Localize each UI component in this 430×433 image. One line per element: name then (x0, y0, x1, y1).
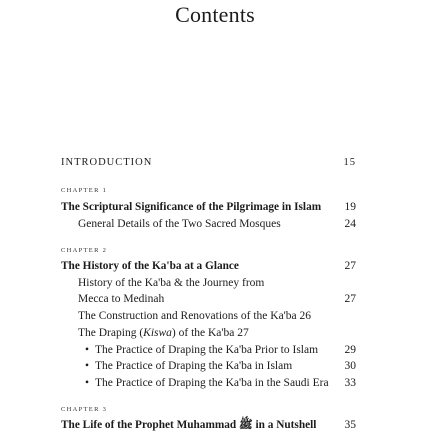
entry-title-line2: Mecca to Medinah (78, 293, 165, 305)
entry-title: The Scriptural Significance of the Pilgrimage in Islam (61, 201, 322, 213)
entry-page-number: 27 (344, 293, 356, 305)
entry-page-number: 15 (343, 157, 356, 168)
chapter-label: CHAPTER 1 (61, 187, 108, 194)
toc-entry-introduction[interactable] (61, 155, 356, 171)
toc-subentry-continued[interactable] (78, 291, 356, 307)
entry-title: General Details of the Two Sacred Mosques (78, 218, 281, 230)
chapter-label: CHAPTER 2 (61, 247, 108, 254)
entry-title-post: ) of the Ka'ba 27 (171, 327, 249, 339)
entry-title: The Life of the Prophet Muhammad ﷺ in a Nutshell (61, 419, 317, 431)
entry-title: The Practice of Draping the Ka'ba in Islam (95, 360, 293, 372)
page-title: Contents (175, 2, 255, 27)
bullet-icon: • (85, 360, 90, 372)
toc-entry-chapter-3[interactable] (61, 417, 356, 433)
toc-bullet-entry[interactable] (85, 375, 356, 391)
entry-page-number: 30 (344, 360, 356, 372)
entry-title: INTRODUCTION (61, 157, 153, 168)
entry-title-italic: Kiswa (143, 327, 172, 339)
toc-entry-chapter-1[interactable] (61, 199, 356, 215)
toc-bullet-entry[interactable] (85, 342, 356, 358)
entry-title (78, 325, 249, 341)
bullet-icon: • (85, 377, 90, 389)
entry-title-line1: History of the Ka'ba & the Journey from (78, 277, 265, 289)
entry-title: The Practice of Draping the Ka'ba in the Saudi Era (95, 377, 329, 389)
toc-entry-chapter-2[interactable] (61, 258, 356, 274)
bullet-icon: • (85, 344, 90, 356)
chapter-label: CHAPTER 3 (61, 406, 108, 413)
entry-page-number: 35 (344, 419, 356, 431)
toc-subentry[interactable] (78, 325, 356, 341)
toc-subentry[interactable] (78, 216, 356, 232)
entry-title: The Practice of Draping the Ka'ba Prior to Islam (95, 344, 319, 356)
toc-bullet-entry[interactable] (85, 358, 356, 374)
entry-page-number: 24 (344, 218, 356, 230)
entry-page-number: 33 (344, 377, 356, 389)
entry-title: The History of the Ka'ba at a Glance (61, 260, 239, 272)
toc-subentry[interactable] (78, 308, 356, 324)
entry-title: The Construction and Renovations of the Ka'ba 26 (78, 310, 311, 322)
toc-subentry[interactable] (78, 275, 356, 291)
entry-page-number: 19 (344, 201, 356, 213)
entry-page-number: 29 (344, 344, 356, 356)
entry-title-pre: The Draping ( (78, 327, 144, 339)
entry-page-number: 27 (344, 260, 356, 272)
